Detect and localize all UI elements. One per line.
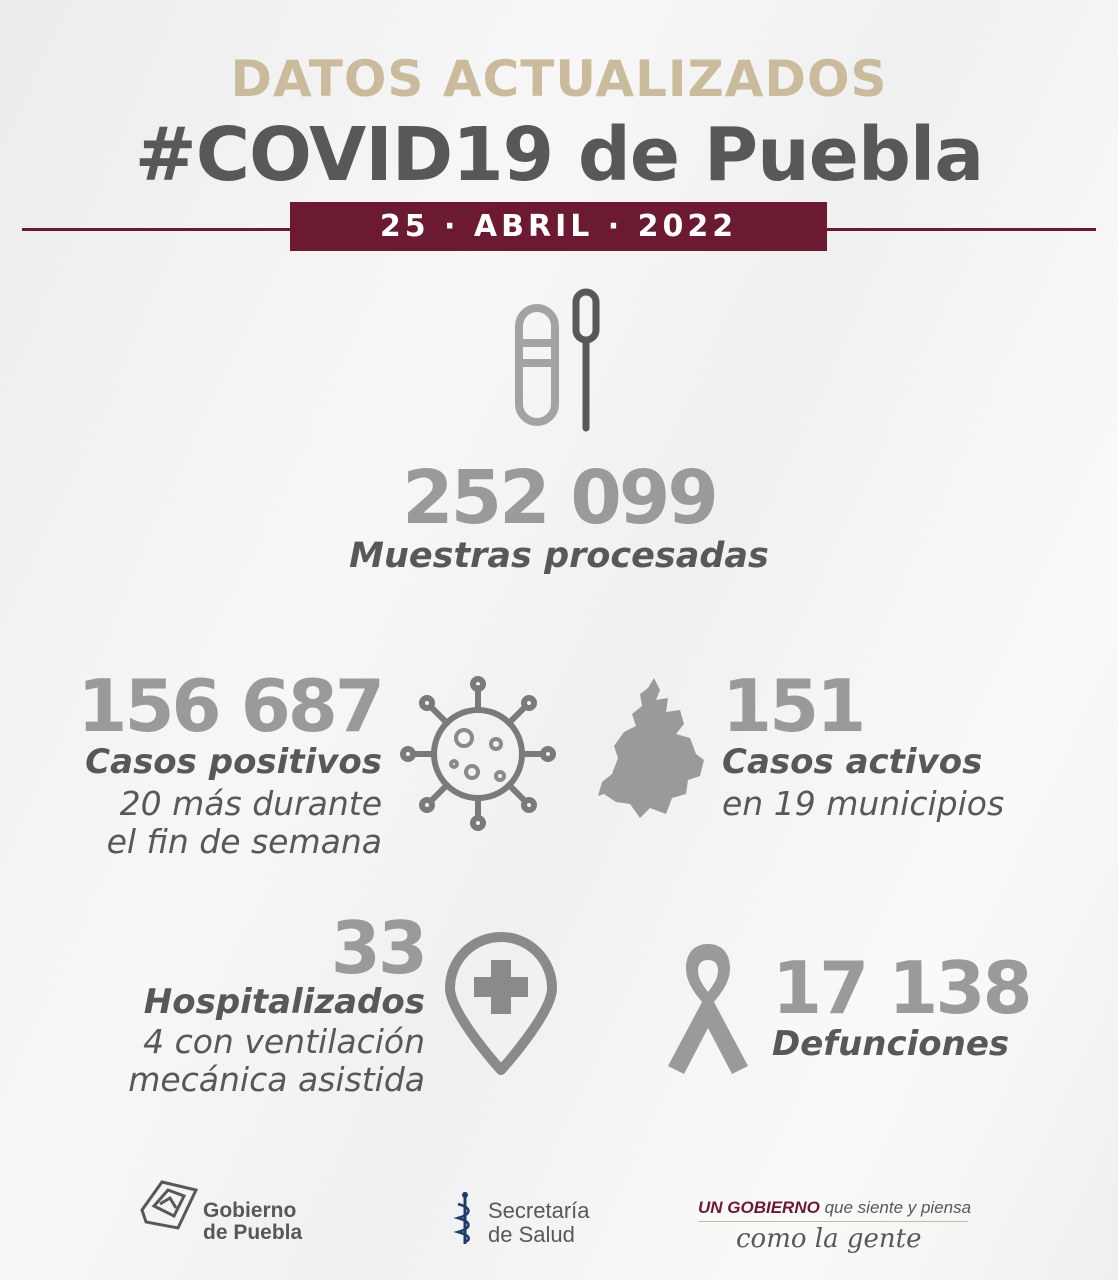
health-line-2: de Salud: [488, 1222, 575, 1247]
page-title: #COVID19 de Puebla: [134, 112, 984, 198]
slogan: [698, 1198, 988, 1254]
samples-label: Muestras procesadas: [349, 536, 769, 576]
positive-value: 156 687: [77, 664, 382, 748]
deaths-label: Defunciones: [772, 1024, 1010, 1064]
active-label: Casos activos: [722, 742, 983, 782]
slogan-divider: [698, 1221, 968, 1222]
slogan-bold: UN GOBIERNO: [698, 1198, 820, 1217]
hospital-sub-2: mecánica asistida: [128, 1060, 425, 1099]
date-band: [290, 202, 827, 251]
gov-line-1: Gobierno: [203, 1199, 297, 1222]
hospital-value: 33: [330, 906, 425, 990]
gov-line-2: de Puebla: [203, 1221, 303, 1244]
test-tube-swab-icon: [505, 288, 625, 433]
caduceus-icon: [452, 1190, 478, 1246]
puebla-map-icon: [596, 676, 708, 821]
slogan-rest: que siente y piensa: [824, 1198, 972, 1217]
positive-sub-1: 20 más durante: [119, 784, 382, 823]
hospital-location-icon: [442, 930, 560, 1078]
gov-logo-text: [203, 1200, 302, 1244]
ribbon-icon: [658, 930, 758, 1076]
hospital-sub-1: 4 con ventilación: [143, 1022, 425, 1061]
gobierno-puebla-logo-icon: [138, 1176, 200, 1234]
health-logo-text: [488, 1199, 590, 1247]
samples-value: 252 099: [402, 455, 716, 541]
hospital-label: Hospitalizados: [143, 982, 425, 1022]
positive-sub-2: el fin de semana: [106, 822, 382, 861]
active-value: 151: [722, 664, 864, 748]
active-sub: en 19 municipios: [722, 784, 1005, 823]
positive-label: Casos positivos: [85, 742, 382, 782]
health-line-1: Secretaría: [488, 1198, 590, 1223]
date-label: 25 · ABRIL · 2022: [379, 209, 738, 244]
header-kicker: DATOS ACTUALIZADOS: [230, 50, 888, 108]
slogan-script: como la gente: [736, 1224, 922, 1254]
deaths-value: 17 138: [772, 946, 1030, 1030]
slogan-top: [698, 1198, 988, 1218]
virus-icon: [398, 672, 558, 832]
